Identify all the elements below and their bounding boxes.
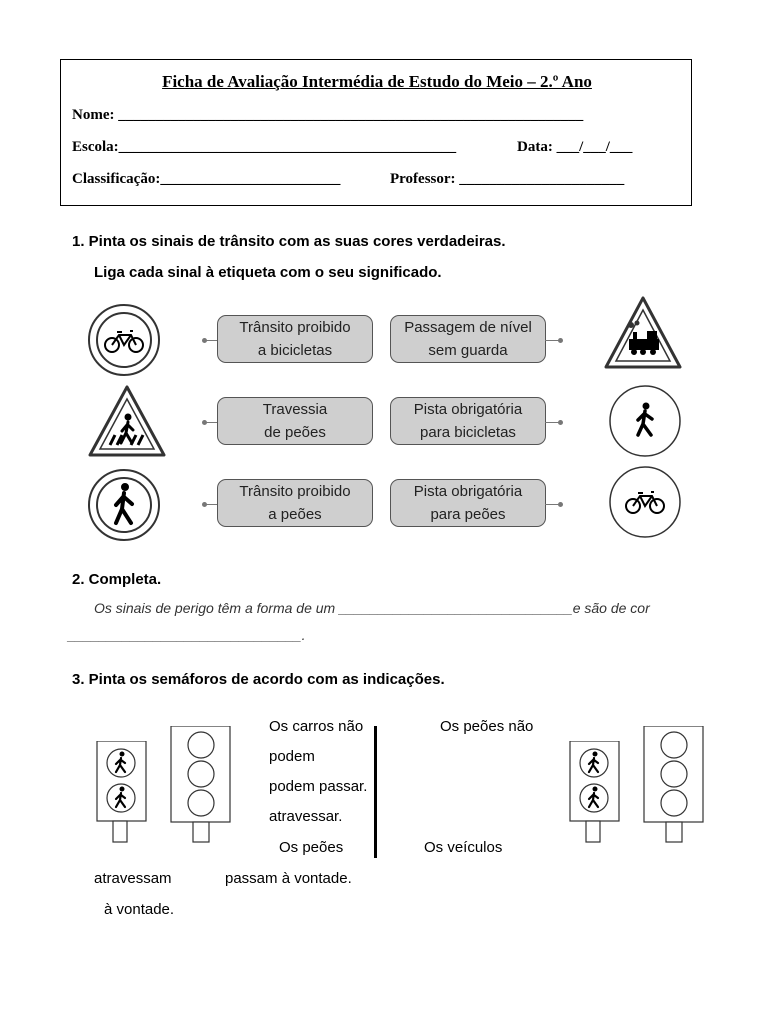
- connector-line: [545, 340, 559, 341]
- q1-instruction-1: 1. Pinta os sinais de trânsito com as suas cores verdadeiras.: [72, 233, 506, 250]
- connector-line: [545, 422, 559, 423]
- name-label: Nome:: [72, 107, 115, 123]
- teacher-label: Professor:: [390, 171, 456, 187]
- q2-title: 2. Completa.: [72, 571, 162, 588]
- connector-line: [545, 504, 559, 505]
- q3-text-can-pass: podem passar.: [269, 778, 368, 795]
- q3-text-cross-freely: atravessam: [94, 870, 172, 887]
- connector-dot[interactable]: [558, 338, 563, 343]
- name-field[interactable]: ______________________________________________________________: [118, 107, 584, 123]
- vehicle-traffic-light-left-icon[interactable]: [170, 726, 232, 844]
- label-text: Pista obrigatória para bicicletas: [413, 401, 523, 441]
- q3-title: 3. Pinta os semáforos de acordo com as indicações.: [72, 671, 445, 688]
- q3-text-can: podem: [269, 748, 315, 765]
- no-pedestrians-sign-icon[interactable]: [86, 467, 162, 543]
- level-crossing-sign-icon[interactable]: [603, 295, 683, 371]
- teacher-field[interactable]: ______________________: [459, 171, 625, 187]
- grade-field[interactable]: ________________________: [160, 171, 341, 187]
- label-no-bicycles[interactable]: [217, 315, 373, 363]
- school-field[interactable]: _____________________________________________: [118, 139, 457, 155]
- date-field[interactable]: ___/___/___: [556, 139, 633, 155]
- no-bicycles-sign-icon[interactable]: [86, 302, 162, 378]
- q1-instruction-2: Liga cada sinal à etiqueta com o seu significado.: [94, 264, 442, 281]
- connector-dot[interactable]: [558, 502, 563, 507]
- q3-text-cars-cannot: Os carros não: [269, 718, 364, 735]
- divider-line: [374, 726, 377, 858]
- q3-text-pass-freely: passam à vontade.: [225, 870, 352, 887]
- label-level-crossing[interactable]: [390, 315, 546, 363]
- school-label: Escola:: [72, 139, 119, 155]
- q3-text-freely: à vontade.: [104, 901, 175, 918]
- q2-sentence[interactable]: Os sinais de perigo têm a forma de um ______________________________e são de cor: [94, 600, 650, 616]
- label-text: Trânsito proibido a bicicletas: [239, 319, 351, 359]
- pedestrian-crossing-sign-icon[interactable]: [86, 383, 168, 459]
- label-text: Travessia de peões: [262, 401, 328, 441]
- page-title: Ficha de Avaliação Intermédia de Estudo do Meio – 2.º Ano: [162, 72, 592, 91]
- bicycle-path-sign-icon[interactable]: [607, 464, 683, 540]
- header-box: [60, 59, 692, 206]
- q3-text-pedestrians: Os peões: [279, 839, 344, 856]
- label-pedestrian-crossing[interactable]: [217, 397, 373, 445]
- label-text: Trânsito proibido a peões: [239, 483, 351, 523]
- pedestrian-path-sign-icon[interactable]: [607, 383, 683, 459]
- q3-text-pedestrians-cannot: Os peões não: [440, 718, 534, 735]
- date-label: Data:: [517, 139, 553, 155]
- label-no-pedestrians[interactable]: [217, 479, 373, 527]
- q3-text-vehicles: Os veículos: [424, 839, 503, 856]
- label-bicycle-path[interactable]: [390, 397, 546, 445]
- label-text: Pista obrigatória para peões: [413, 483, 523, 523]
- grade-label: Classificação:: [72, 171, 161, 187]
- q2-continuation[interactable]: ______________________________.: [68, 627, 306, 643]
- q3-text-cross: atravessar.: [269, 808, 343, 825]
- pedestrian-traffic-light-left-icon[interactable]: [96, 741, 148, 843]
- pedestrian-traffic-light-right-icon[interactable]: [569, 741, 621, 843]
- label-text: Passagem de nível sem guarda: [404, 319, 532, 359]
- vehicle-traffic-light-right-icon[interactable]: [643, 726, 705, 844]
- label-pedestrian-path[interactable]: [390, 479, 546, 527]
- connector-dot[interactable]: [558, 420, 563, 425]
